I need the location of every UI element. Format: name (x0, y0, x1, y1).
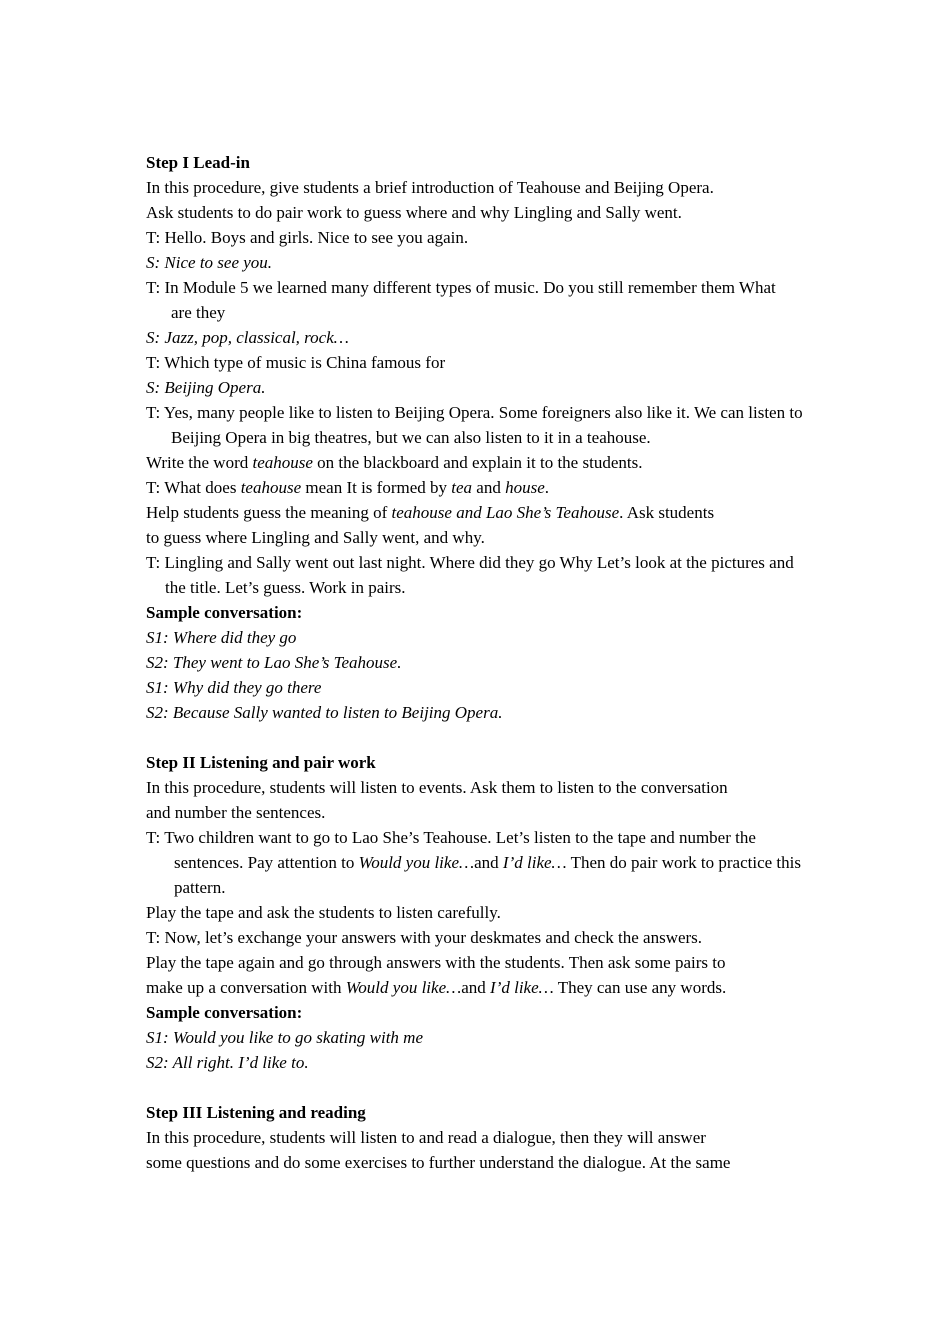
teacher-line-1: T: Hello. Boys and girls. Nice to see you again. (146, 228, 469, 247)
sample-conversation-label-2: Sample conversation: (146, 1003, 303, 1022)
conversation-line: S2: They went to Lao She’s Teahouse. (146, 653, 402, 672)
step1-heading: Step I Lead-in (146, 153, 250, 172)
step2-intro-line1: In this procedure, students will listen to events. Ask them to listen to the conversation (146, 778, 728, 797)
step2-intro-line2: and number the sentences. (146, 803, 326, 822)
make-conversation-instruction: make up a conversation with Would you like…and I’d like… They can use any words. (146, 978, 727, 997)
write-word-instruction: Write the word teahouse on the blackboard and explain it to the students. (146, 453, 643, 472)
step1-intro-line1: In this procedure, give students a brief introduction of Teahouse and Beijing Opera. (146, 178, 714, 197)
conversation-line: S1: Would you like to go skating with me (146, 1028, 424, 1047)
student-line-1: S: Nice to see you. (146, 253, 273, 272)
document-page (146, 150, 826, 1175)
step1-intro-line2: Ask students to do pair work to guess where and why Lingling and Sally went. (146, 203, 682, 222)
help-instruction-line1: Help students guess the meaning of teahouse and Lao She’s Teahouse. Ask students (146, 503, 715, 522)
paragraph-gap (146, 1075, 826, 1100)
step3-intro-line1: In this procedure, students will listen to and read a dialogue, then they will answer (146, 1128, 706, 1147)
play-tape-instruction-1: Play the tape and ask the students to listen carefully. (146, 903, 501, 922)
word-teahouse: teahouse (252, 453, 313, 472)
teacher-line-4: T: Yes, many people like to listen to Beijing Opera. Some foreigners also like it. We can listen to Beijing Opera in big theatres, but we can also listen to it in a teahouse. (146, 403, 803, 447)
teacher-line-7: T: Two children want to go to Lao She’s Teahouse. Let’s listen to the tape and number the sentences. Pay attention to Would you like…and I’d like… Then do pair work to practice this pattern. (146, 828, 801, 897)
teacher-line-6: T: Lingling and Sally went out last night. Where did they go Why Let’s look at the pictures and the title. Let’s guess. Work in pairs. (146, 553, 794, 597)
step3-heading: Step III Listening and reading (146, 1103, 366, 1122)
conversation-line: S2: All right. I’d like to. (146, 1053, 309, 1072)
student-line-2: S: Jazz, pop, classical, rock… (146, 328, 349, 347)
conversation-line: S1: Where did they go (146, 628, 297, 647)
paragraph-gap (146, 725, 826, 750)
teacher-line-8: T: Now, let’s exchange your answers with your deskmates and check the answers. (146, 928, 703, 947)
teacher-line-2: T: In Module 5 we learned many different types of music. Do you still remember them What are they (146, 278, 776, 322)
step3-intro-line2: some questions and do some exercises to further understand the dialogue. At the same (146, 1153, 731, 1172)
student-line-3: S: Beijing Opera. (146, 378, 266, 397)
conversation-line: S1: Why did they go there (146, 678, 322, 697)
step2-heading: Step II Listening and pair work (146, 753, 376, 772)
teacher-line-3: T: Which type of music is China famous for (146, 353, 446, 372)
conversation-line: S2: Because Sally wanted to listen to Beijing Opera. (146, 703, 503, 722)
teacher-line-5: T: What does teahouse mean It is formed by tea and house. (146, 478, 550, 497)
play-tape-instruction-2: Play the tape again and go through answers with the students. Then ask some pairs to (146, 953, 726, 972)
help-instruction-line2: to guess where Lingling and Sally went, and why. (146, 528, 485, 547)
sample-conversation-label-1: Sample conversation: (146, 603, 303, 622)
